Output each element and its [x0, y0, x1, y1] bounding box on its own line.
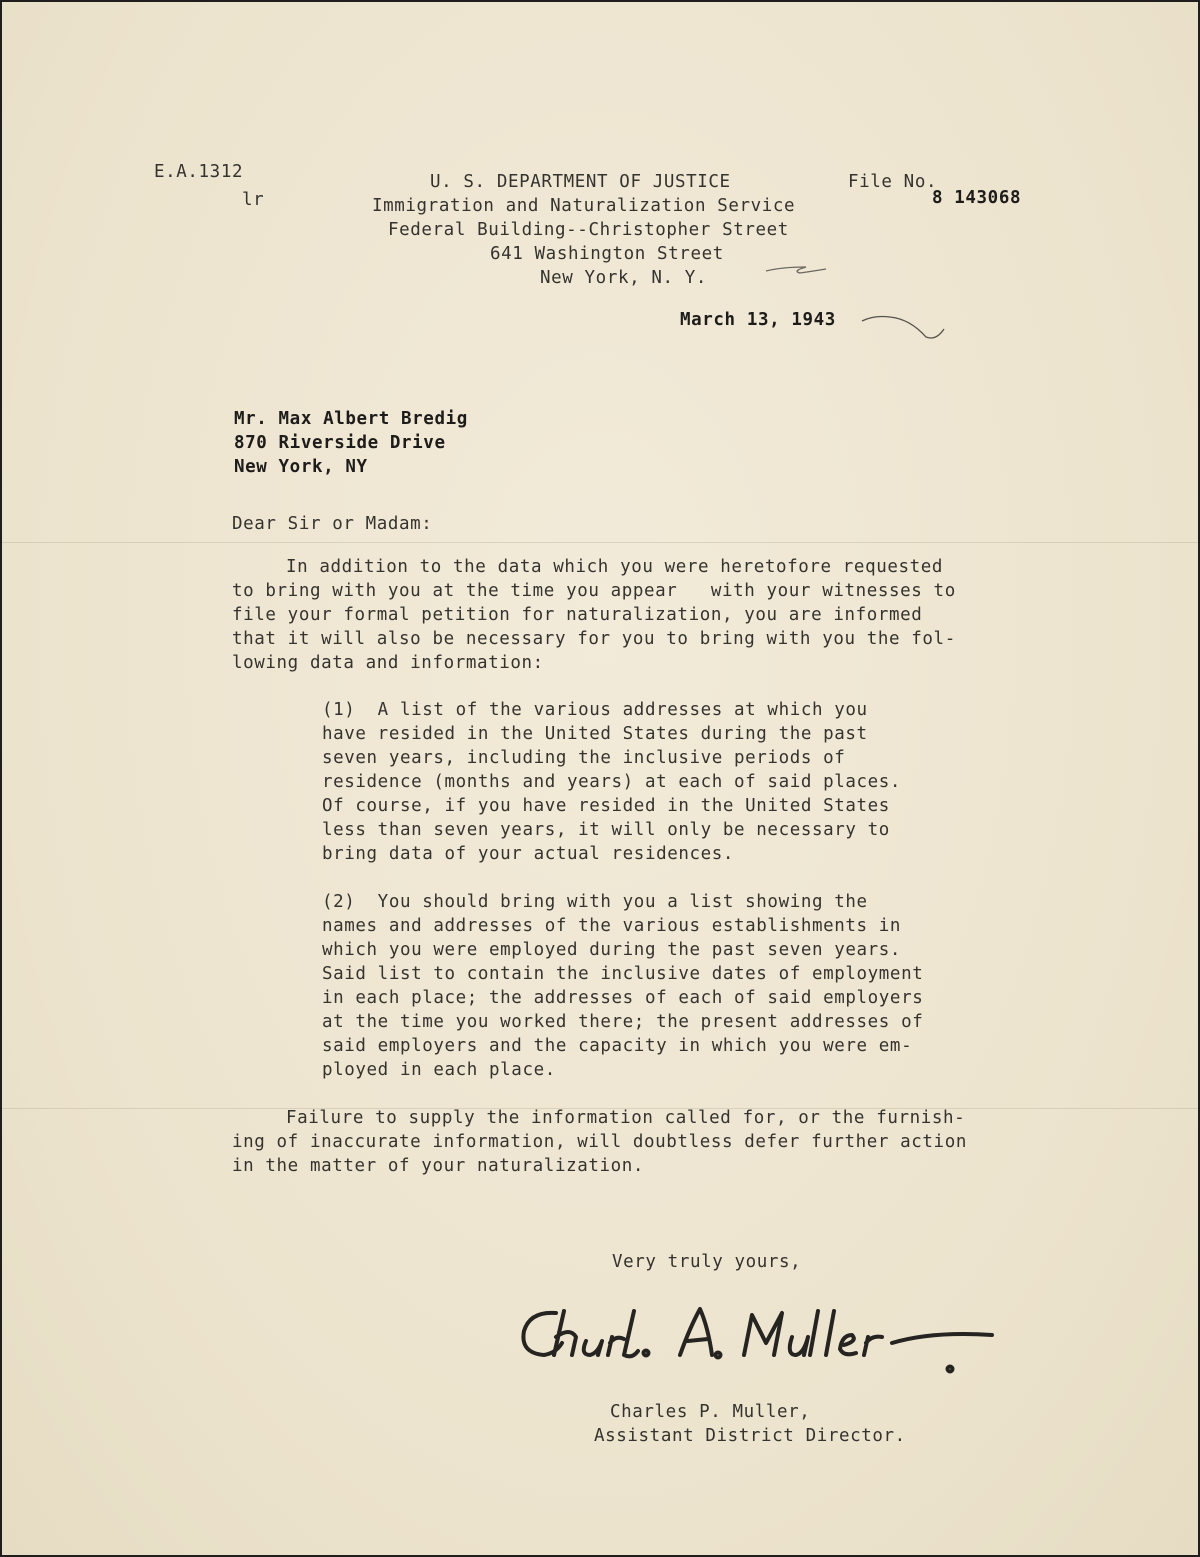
letterhead-street: 641 Washington Street [490, 244, 724, 264]
intro-line: lowing data and information: [232, 653, 544, 673]
recipient-street: 870 Riverside Drive [234, 433, 446, 453]
letterhead-building: Federal Building--Christopher Street [388, 220, 789, 240]
item-1-line: less than seven years, it will only be necessary to [322, 820, 890, 840]
item-2-line: at the time you worked there; the present addresses of [322, 1012, 924, 1032]
letterhead-department: U. S. DEPARTMENT OF JUSTICE [430, 172, 731, 192]
closing-line: in the matter of your naturalization. [232, 1156, 645, 1176]
item-2-line: in each place; the addresses of each of said employers [322, 988, 924, 1008]
intro-line: that it will also be necessary for you to bring with you the fol- [232, 629, 956, 649]
item-2-line: (2) You should bring with you a list showing the [322, 892, 868, 912]
reference-initials: lr [242, 190, 265, 210]
intro-line: In addition to the data which you were heretofore requested [286, 557, 944, 577]
item-2-line: ployed in each place. [322, 1060, 556, 1080]
reference-code: E.A.1312 [154, 162, 244, 182]
pen-stroke-mark [860, 307, 950, 347]
fold-line [2, 542, 1198, 543]
pen-stroke-mark [762, 257, 832, 282]
salutation: Dear Sir or Madam: [232, 514, 433, 534]
closing-line: ing of inaccurate information, will doubtless defer further action [232, 1132, 967, 1152]
item-1-line: Of course, if you have resided in the United States [322, 796, 890, 816]
letterhead-service: Immigration and Naturalization Service [372, 196, 796, 216]
item-2-line: names and addresses of the various establishments in [322, 916, 902, 936]
closing-line: Failure to supply the information called for, or the furnish- [286, 1108, 966, 1128]
letterhead-city: New York, N. Y. [540, 268, 708, 288]
item-1-line: (1) A list of the various addresses at which you [322, 700, 868, 720]
complimentary-close: Very truly yours, [612, 1252, 802, 1272]
item-2-line: said employers and the capacity in which you were em- [322, 1036, 913, 1056]
intro-line: to bring with you at the time you appear with your witnesses to [232, 581, 956, 601]
handwritten-signature [512, 1297, 1002, 1387]
signer-title: Assistant District Director. [594, 1426, 906, 1446]
recipient-city: New York, NY [234, 457, 368, 477]
letter-page [2, 2, 1198, 1555]
item-2-line: which you were employed during the past seven years. [322, 940, 902, 960]
item-1-line: seven years, including the inclusive periods of [322, 748, 846, 768]
recipient-name: Mr. Max Albert Bredig [234, 409, 468, 429]
letter-date: March 13, 1943 [680, 310, 836, 330]
signer-name: Charles P. Muller, [610, 1402, 811, 1422]
file-number: 8 143068 [932, 188, 1022, 208]
item-1-line: bring data of your actual residences. [322, 844, 735, 864]
intro-line: file your formal petition for naturalization, you are informed [232, 605, 923, 625]
item-2-line: Said list to contain the inclusive dates of employment [322, 964, 924, 984]
item-1-line: have resided in the United States during the past [322, 724, 868, 744]
item-1-line: residence (months and years) at each of said places. [322, 772, 902, 792]
file-label: File No. [848, 172, 938, 192]
